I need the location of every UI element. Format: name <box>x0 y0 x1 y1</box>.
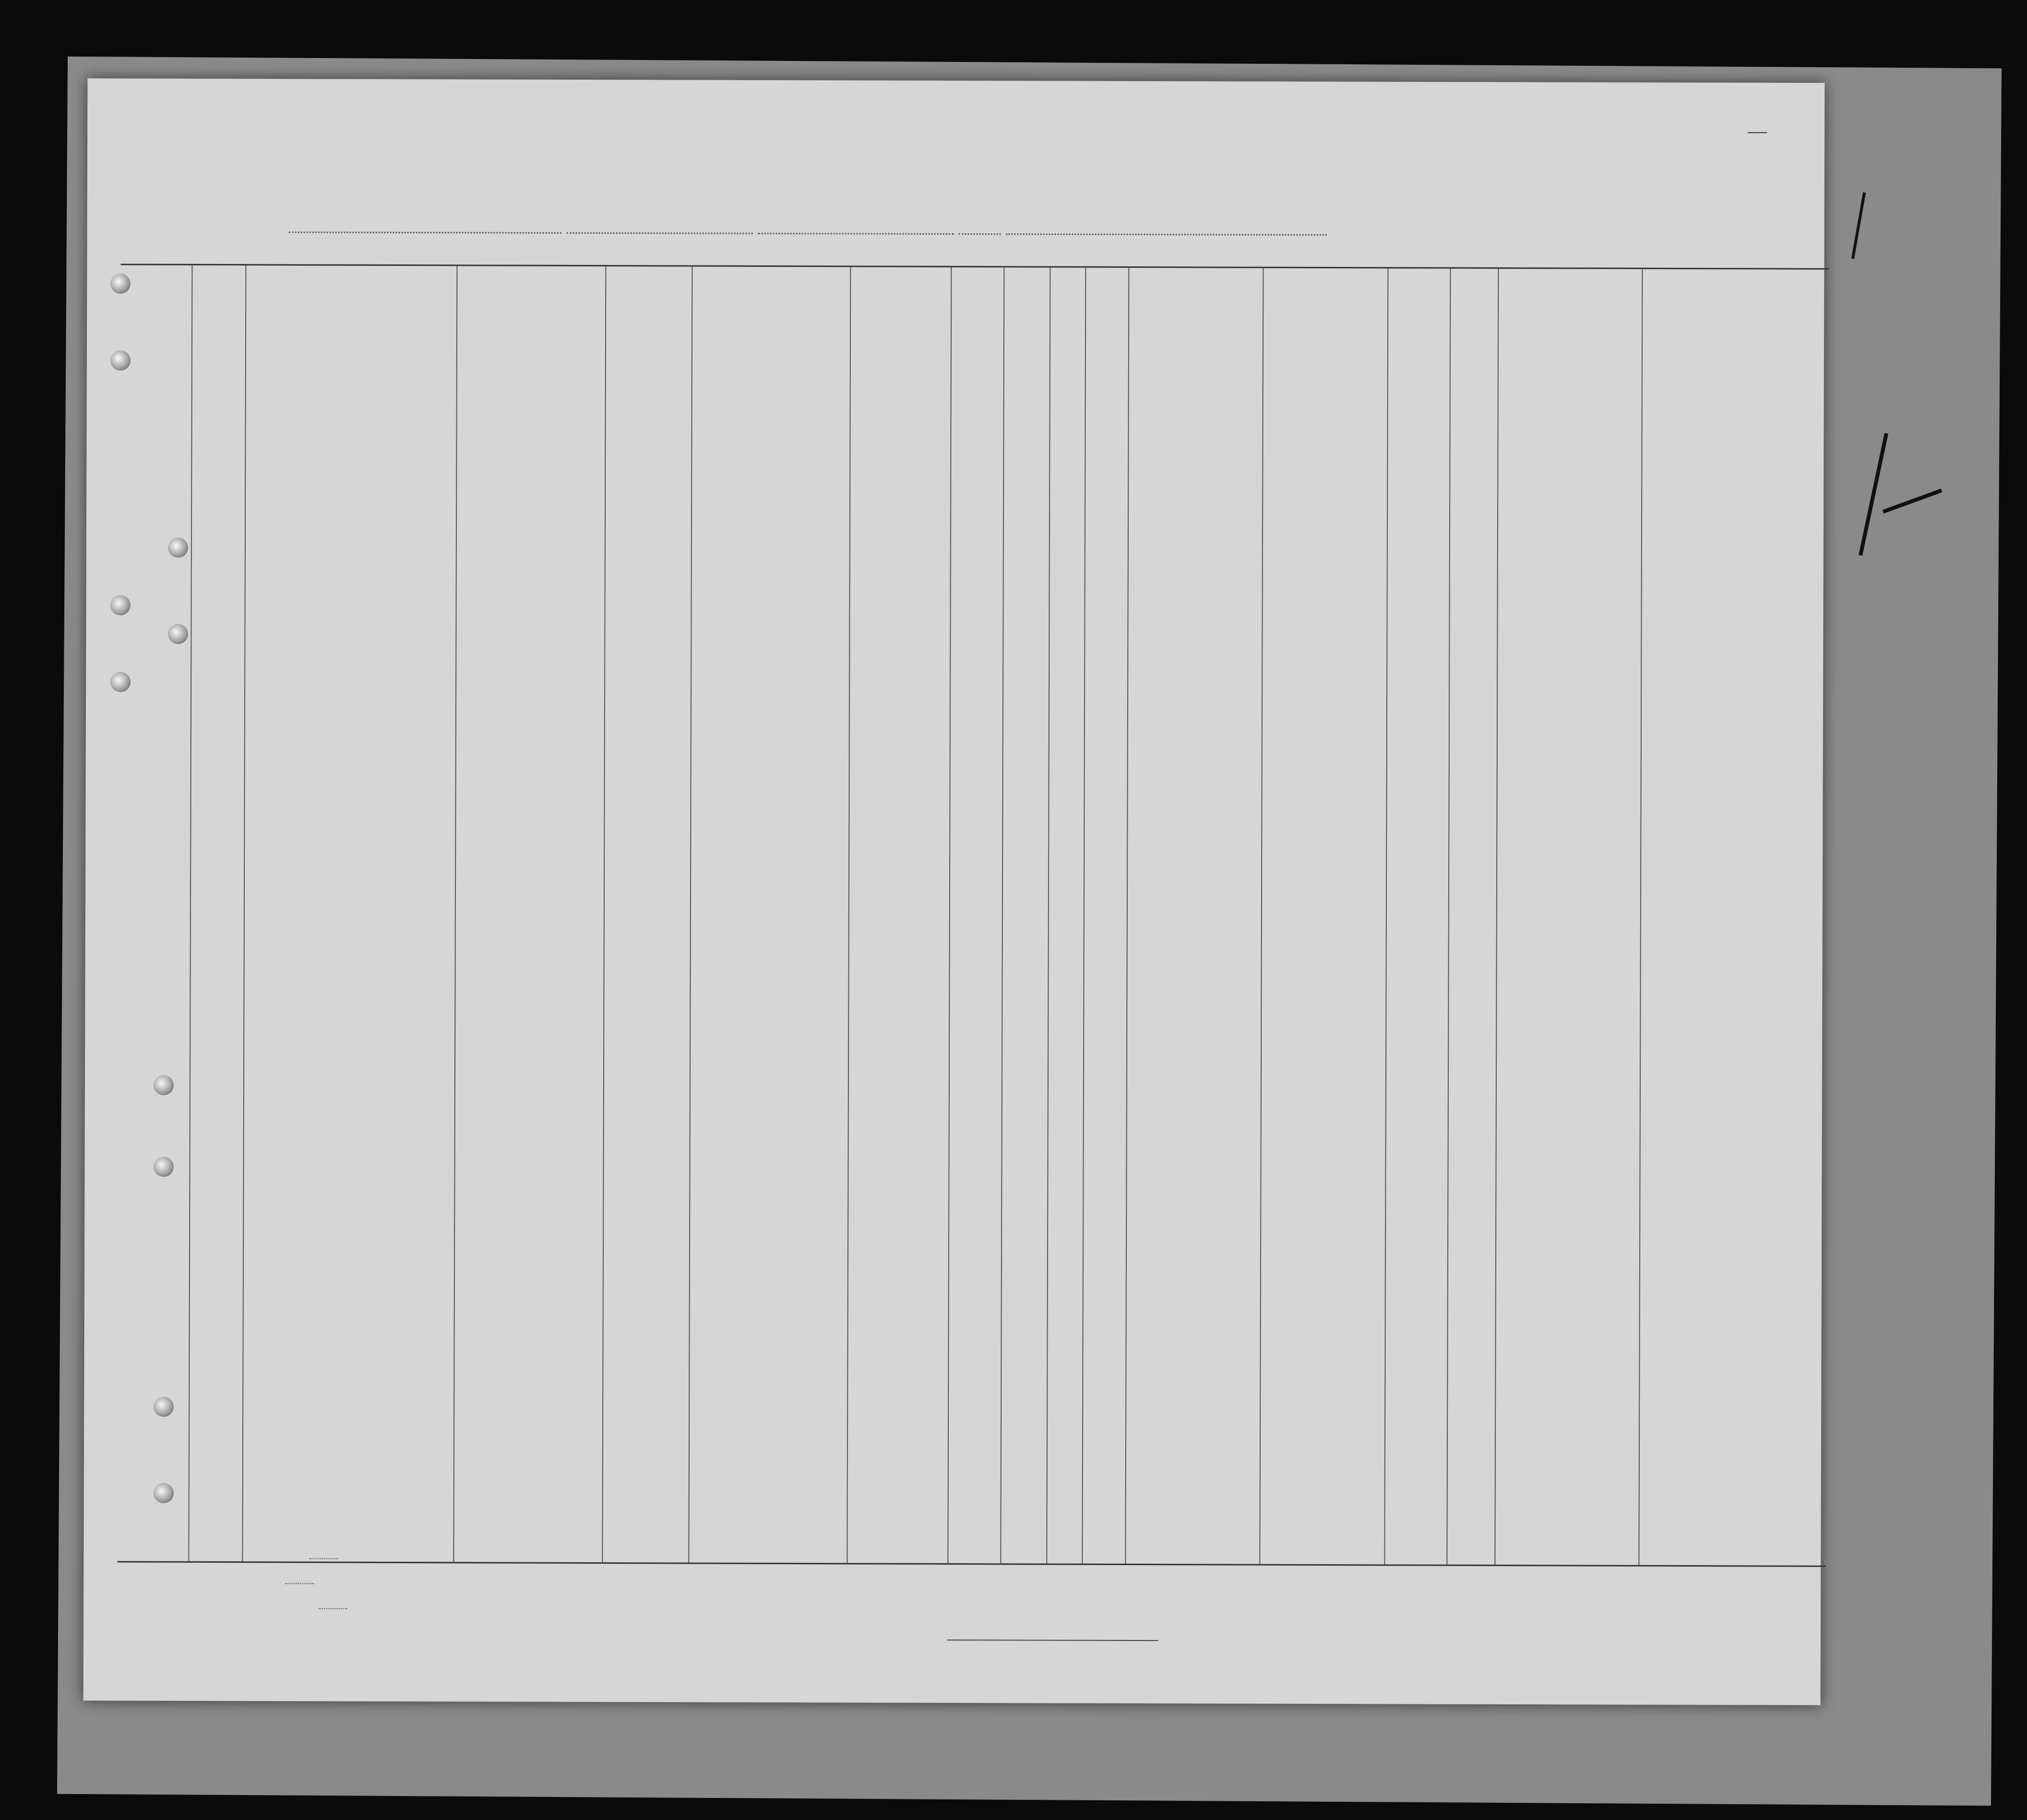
vessel-name <box>289 231 561 233</box>
column-header <box>1005 274 1048 277</box>
column-rule <box>1259 268 1264 1564</box>
departure-ports <box>1006 233 1327 236</box>
column-rule <box>947 267 952 1563</box>
column-title <box>247 275 603 276</box>
arrival-port <box>566 232 752 234</box>
column-rule <box>602 266 606 1562</box>
column-title <box>1130 277 1261 278</box>
line-value <box>309 1558 338 1559</box>
binder-hole <box>110 274 131 294</box>
column-title <box>693 276 848 277</box>
column-rule <box>688 267 692 1563</box>
column-header <box>1452 275 1496 278</box>
binder-hole <box>154 1397 174 1417</box>
binder-hole <box>154 1157 174 1177</box>
page-title <box>87 113 1824 117</box>
column-header <box>693 274 848 277</box>
column-number <box>1500 275 1640 276</box>
column-rule <box>453 266 457 1562</box>
arrival-date <box>758 233 954 235</box>
column-number <box>247 272 603 273</box>
crew-table <box>117 263 1829 1567</box>
year-blank <box>959 233 1001 235</box>
binder-hole <box>110 672 131 692</box>
column-header <box>122 272 190 275</box>
column-header <box>1087 275 1126 277</box>
inspector-label <box>947 1640 1158 1643</box>
binder-hole <box>168 624 188 644</box>
column-header <box>1264 275 1385 278</box>
page-subtitle <box>207 164 1705 168</box>
column-header <box>247 272 603 276</box>
column-rule <box>1384 268 1388 1564</box>
column-header <box>852 274 1002 277</box>
column-header <box>1389 275 1448 278</box>
agents-value <box>319 1608 347 1609</box>
column-rule <box>242 265 246 1561</box>
owners-value <box>285 1583 314 1584</box>
column-header <box>607 273 690 276</box>
binder-hole <box>110 350 131 371</box>
column-header <box>1644 276 1846 279</box>
column-header <box>193 272 243 275</box>
sheet-number <box>1744 115 1767 132</box>
column-rule <box>1082 268 1086 1564</box>
column-rule <box>1638 269 1643 1565</box>
table-body <box>120 265 1829 269</box>
binder-hole <box>154 1483 174 1503</box>
table-header <box>120 265 1829 269</box>
column-rule <box>1000 267 1004 1563</box>
column-title <box>1500 278 1640 279</box>
column-header <box>1500 275 1640 279</box>
column-rule <box>1125 268 1129 1564</box>
binder-hole <box>154 1075 174 1095</box>
row-rules <box>120 265 1829 269</box>
manifest-page <box>83 78 1825 1705</box>
column-header <box>1130 275 1261 278</box>
column-rule <box>1046 268 1050 1564</box>
column-title <box>852 276 1002 277</box>
binder-hole <box>168 538 188 558</box>
column-rules <box>120 265 1829 269</box>
sheet-value <box>1748 115 1767 133</box>
column-rule <box>1446 269 1451 1565</box>
binder-hole <box>110 595 131 615</box>
column-rule <box>847 267 851 1563</box>
vessel-line <box>289 218 1786 251</box>
column-rule <box>188 265 192 1561</box>
column-rule <box>1494 269 1499 1565</box>
column-header <box>1051 275 1083 277</box>
